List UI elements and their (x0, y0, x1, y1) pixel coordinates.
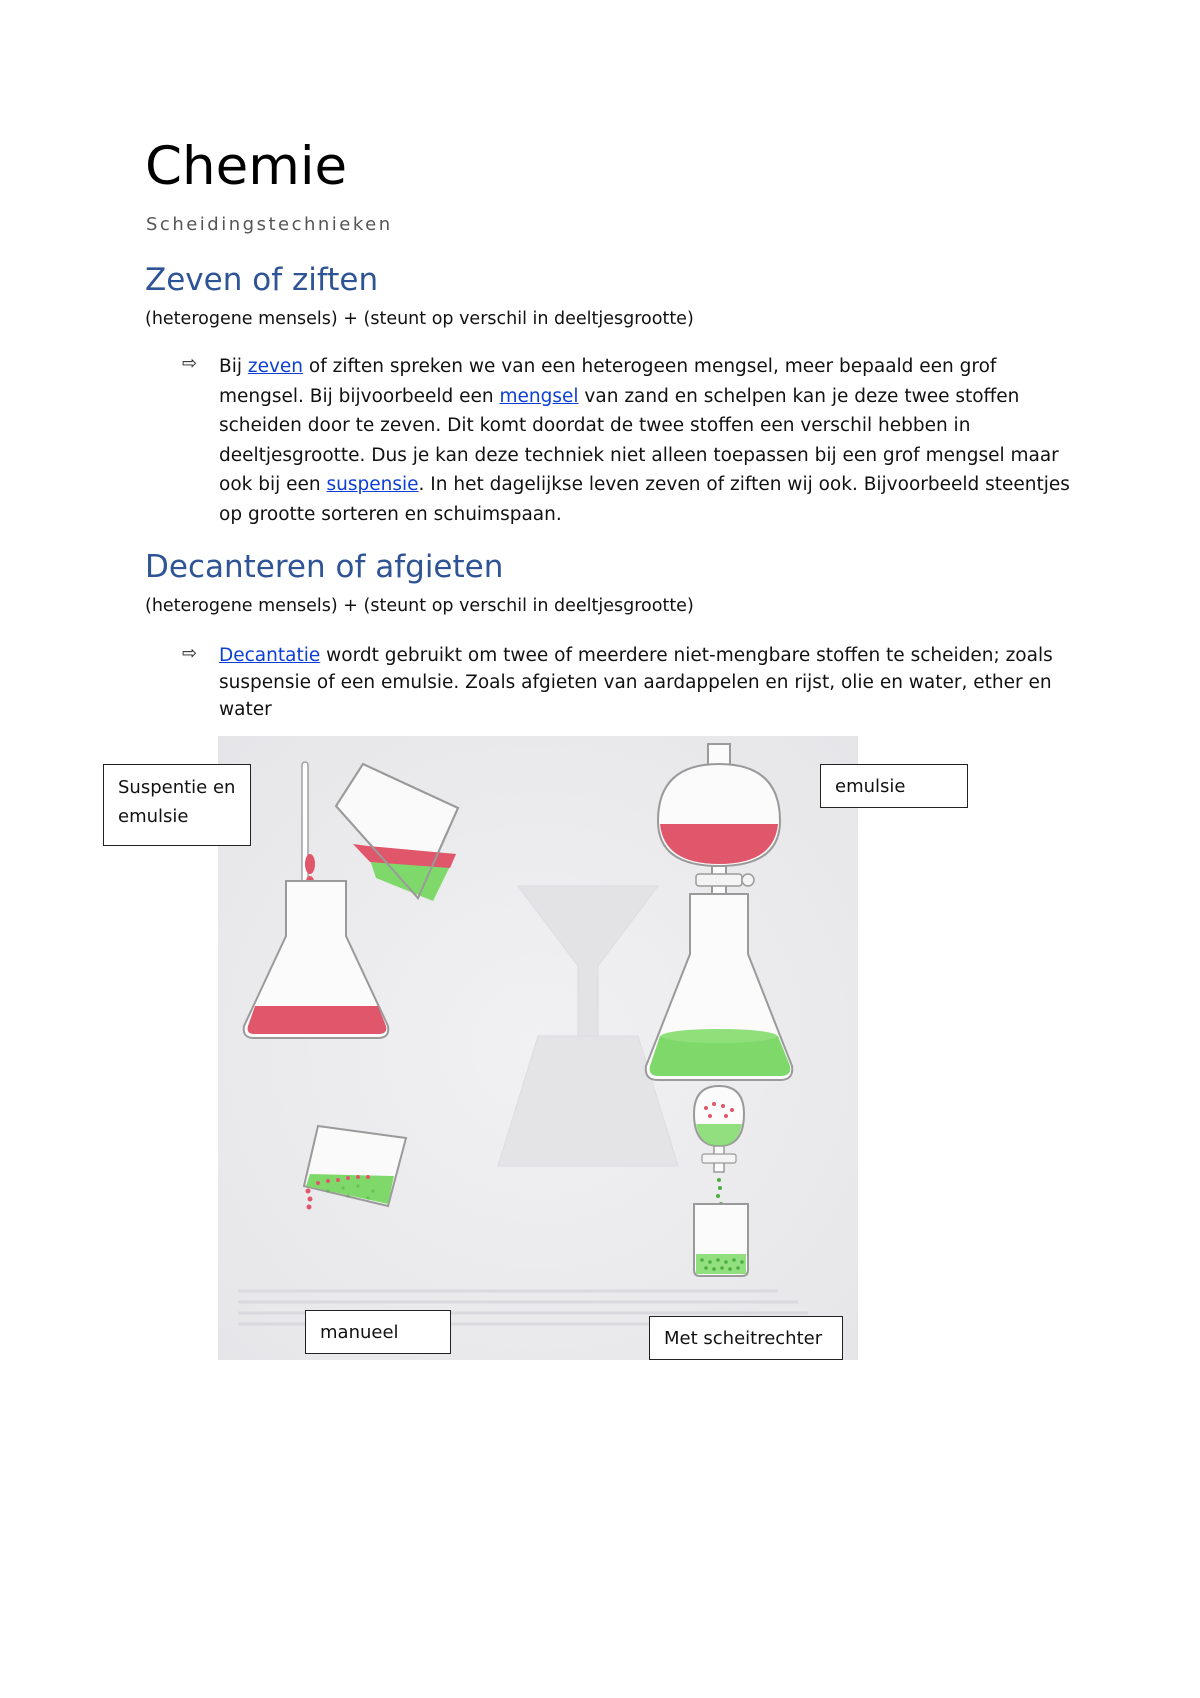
label-manueel: manueel (305, 1310, 451, 1354)
text-span: Bij (219, 356, 248, 377)
section1-paragraph (219, 352, 1079, 529)
heading-decanteren: Decanteren of afgieten (145, 549, 504, 585)
small-beaker-right (694, 1204, 748, 1276)
label-met-scheitrechter: Met scheitrechter (649, 1316, 843, 1360)
decantation-illustration (218, 736, 858, 1360)
label-emulsie: emulsie (820, 764, 968, 808)
illustration-svg (218, 736, 858, 1360)
text-span: van zand en schelpen kan je deze twee stoffen scheiden door te zeven. Dit komt doordat de twee stoffen een verschil hebben in deeltjesgrootte. Dus je kan deze techniek niet alleen toepassen bij een grof mengsel maar ook bij een (219, 385, 1059, 495)
link-mengsel[interactable]: mengsel (499, 385, 579, 407)
link-decantatie[interactable]: Decantatie (219, 645, 321, 666)
text-span: . In het dagelijkse leven zeven of ziften wij ook. Bijvoorbeeld steentjes op grootte sorteren en schuimspaan. (219, 474, 1070, 525)
text-span: of ziften spreken we van een heterogeen mengsel, meer bepaald een grof mengsel. Bij bijvoorbeeld een (219, 356, 997, 407)
link-zeven[interactable]: zeven (247, 356, 304, 377)
arrow-right-outline-icon: ⇨ (182, 643, 198, 664)
text-span: wordt gebruikt om twee of meerdere niet-mengbare stoffen te scheiden; zoals suspensie of een emulsie. Zoals afgieten van aardappelen en rijst, olie en water, ether en water (219, 645, 1053, 720)
small-separatory-funnel (694, 1086, 744, 1172)
label-suspentie-en-emulsie: Suspentie en emulsie (103, 764, 251, 846)
page-title: Chemie (145, 136, 348, 197)
arrow-right-outline-icon: ⇨ (182, 353, 198, 374)
page-subtitle: Scheidingstechnieken (146, 214, 393, 235)
section1-note: (heterogene mensels) + (steunt op verschil in deeltjesgrootte) (145, 309, 694, 329)
section2-note: (heterogene mensels) + (steunt op verschil in deeltjesgrootte) (145, 596, 694, 616)
section2-paragraph (219, 642, 1079, 723)
link-suspensie[interactable]: suspensie (326, 474, 419, 495)
heading-zeven-of-ziften: Zeven of ziften (145, 262, 379, 298)
